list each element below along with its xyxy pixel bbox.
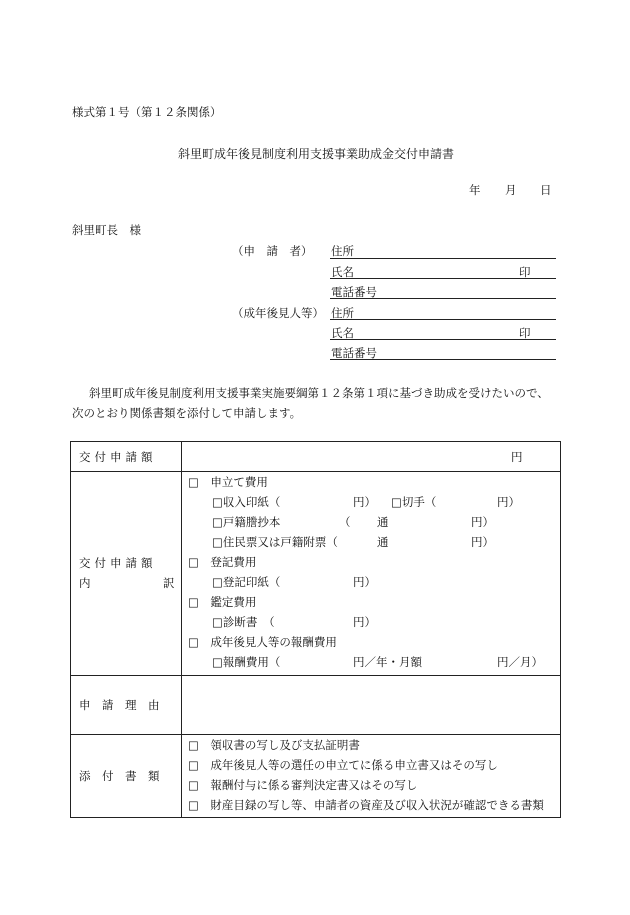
date-year-label: 年 (469, 183, 481, 197)
attachment-receipt-checkbox[interactable]: □ 領収書の写し及び支払証明書 (188, 738, 360, 752)
statement-line-2: 次のとおり関係書類を添付して申請します。 (72, 406, 302, 420)
revenue-stamp-checkbox[interactable]: □収入印紙（ (212, 495, 281, 509)
attachments-value-cell (182, 735, 561, 818)
registration-stamp-yen: 円） (353, 575, 376, 589)
attachment-ruling-checkbox[interactable]: □ 報酬付与に係る審判決定書又はその写し (188, 778, 418, 792)
applicant-seal-mark: 印 (519, 265, 531, 279)
reason-label-cell (71, 676, 182, 735)
guardian-name-label: 氏名 (331, 326, 354, 340)
guardian-phone-field[interactable] (330, 359, 556, 360)
registration-cost-checkbox[interactable]: □ 登記費用 (188, 555, 257, 569)
applicant-address-field[interactable] (330, 258, 556, 259)
addressee: 斜里町長 様 (72, 223, 141, 237)
table-row-amount (71, 442, 561, 472)
applicant-address-label: 住所 (331, 244, 354, 258)
guardian-label: （成年後見人等） (232, 306, 324, 320)
breakdown-label-line1: 交付申請額 (79, 556, 157, 570)
family-register-copies: 通 (377, 515, 389, 529)
fee-cost-checkbox[interactable]: □報酬費用（ (212, 655, 281, 669)
postage-stamp-yen: 円） (497, 495, 520, 509)
reason-label: 申 請 理 由 (79, 698, 160, 712)
table-row-attachments (71, 735, 561, 818)
table-row-reason (71, 676, 561, 735)
family-register-yen: 円） (471, 515, 494, 529)
guardian-seal-mark: 印 (519, 326, 531, 340)
applicant-name-field[interactable] (330, 278, 556, 279)
resident-card-checkbox[interactable]: □住民票又は戸籍附票（ (212, 535, 338, 549)
breakdown-value-cell (182, 472, 561, 676)
resident-card-copies: 通 (377, 535, 389, 549)
date-month-label: 月 (505, 183, 517, 197)
fee-per-label: 円／年・月額 (353, 655, 422, 669)
resident-card-yen: 円） (471, 535, 494, 549)
medical-certificate-yen: 円） (353, 615, 376, 629)
applicant-name-label: 氏名 (331, 265, 354, 279)
date-day-label: 日 (540, 183, 552, 197)
registration-stamp-checkbox[interactable]: □登記印紙（ (212, 575, 281, 589)
postage-stamp-checkbox[interactable]: □切手（ (391, 495, 437, 509)
family-register-paren: （ (339, 515, 351, 529)
medical-certificate-checkbox[interactable]: □診断書 （ (212, 615, 275, 629)
guardian-address-field[interactable] (330, 319, 556, 320)
guardian-name-field[interactable] (330, 339, 556, 340)
statement-line-1: 斜里町成年後見制度利用支援事業実施要綱第１２条第１項に基づき助成を受けたいので、 (89, 386, 549, 400)
guardian-fee-checkbox[interactable]: □ 成年後見人等の報酬費用 (188, 635, 337, 649)
breakdown-label-detail: 訳 (163, 576, 175, 590)
attachment-assets-checkbox[interactable]: □ 財産目録の写し等、申請者の資産及び収入状況が確認できる書類 (188, 798, 544, 812)
applicant-phone-field[interactable] (330, 298, 556, 299)
breakdown-label-inner: 内 (79, 576, 91, 590)
petition-cost-checkbox[interactable]: □ 申立て費用 (188, 475, 268, 489)
family-register-checkbox[interactable]: □戸籍謄抄本 (212, 515, 281, 529)
appraisal-cost-checkbox[interactable]: □ 鑑定費用 (188, 595, 257, 609)
amount-label-cell (71, 442, 182, 472)
applicant-phone-label: 電話番号 (331, 285, 377, 299)
reason-value-cell[interactable] (182, 676, 561, 735)
revenue-stamp-yen: 円） (353, 495, 376, 509)
application-table (70, 441, 561, 818)
amount-label: 交付申請額 (79, 449, 157, 464)
attachments-label-cell (71, 735, 182, 818)
form-number: 様式第１号（第１２条関係） (72, 105, 222, 119)
guardian-address-label: 住所 (331, 306, 354, 320)
table-row-breakdown (71, 472, 561, 676)
applicant-label: （申 請 者） (232, 244, 313, 258)
attachment-petition-checkbox[interactable]: □ 成年後見人等の選任の申立てに係る申立書又はその写し (188, 758, 498, 772)
guardian-phone-label: 電話番号 (331, 346, 377, 360)
amount-value-cell[interactable] (182, 442, 561, 472)
form-title: 斜里町成年後見制度利用支援事業助成金交付申請書 (178, 147, 455, 161)
fee-end-label: 円／月） (497, 655, 543, 669)
amount-unit: 円 (511, 450, 523, 464)
breakdown-label-cell (71, 472, 182, 676)
attachments-label: 添 付 書 類 (79, 769, 160, 783)
